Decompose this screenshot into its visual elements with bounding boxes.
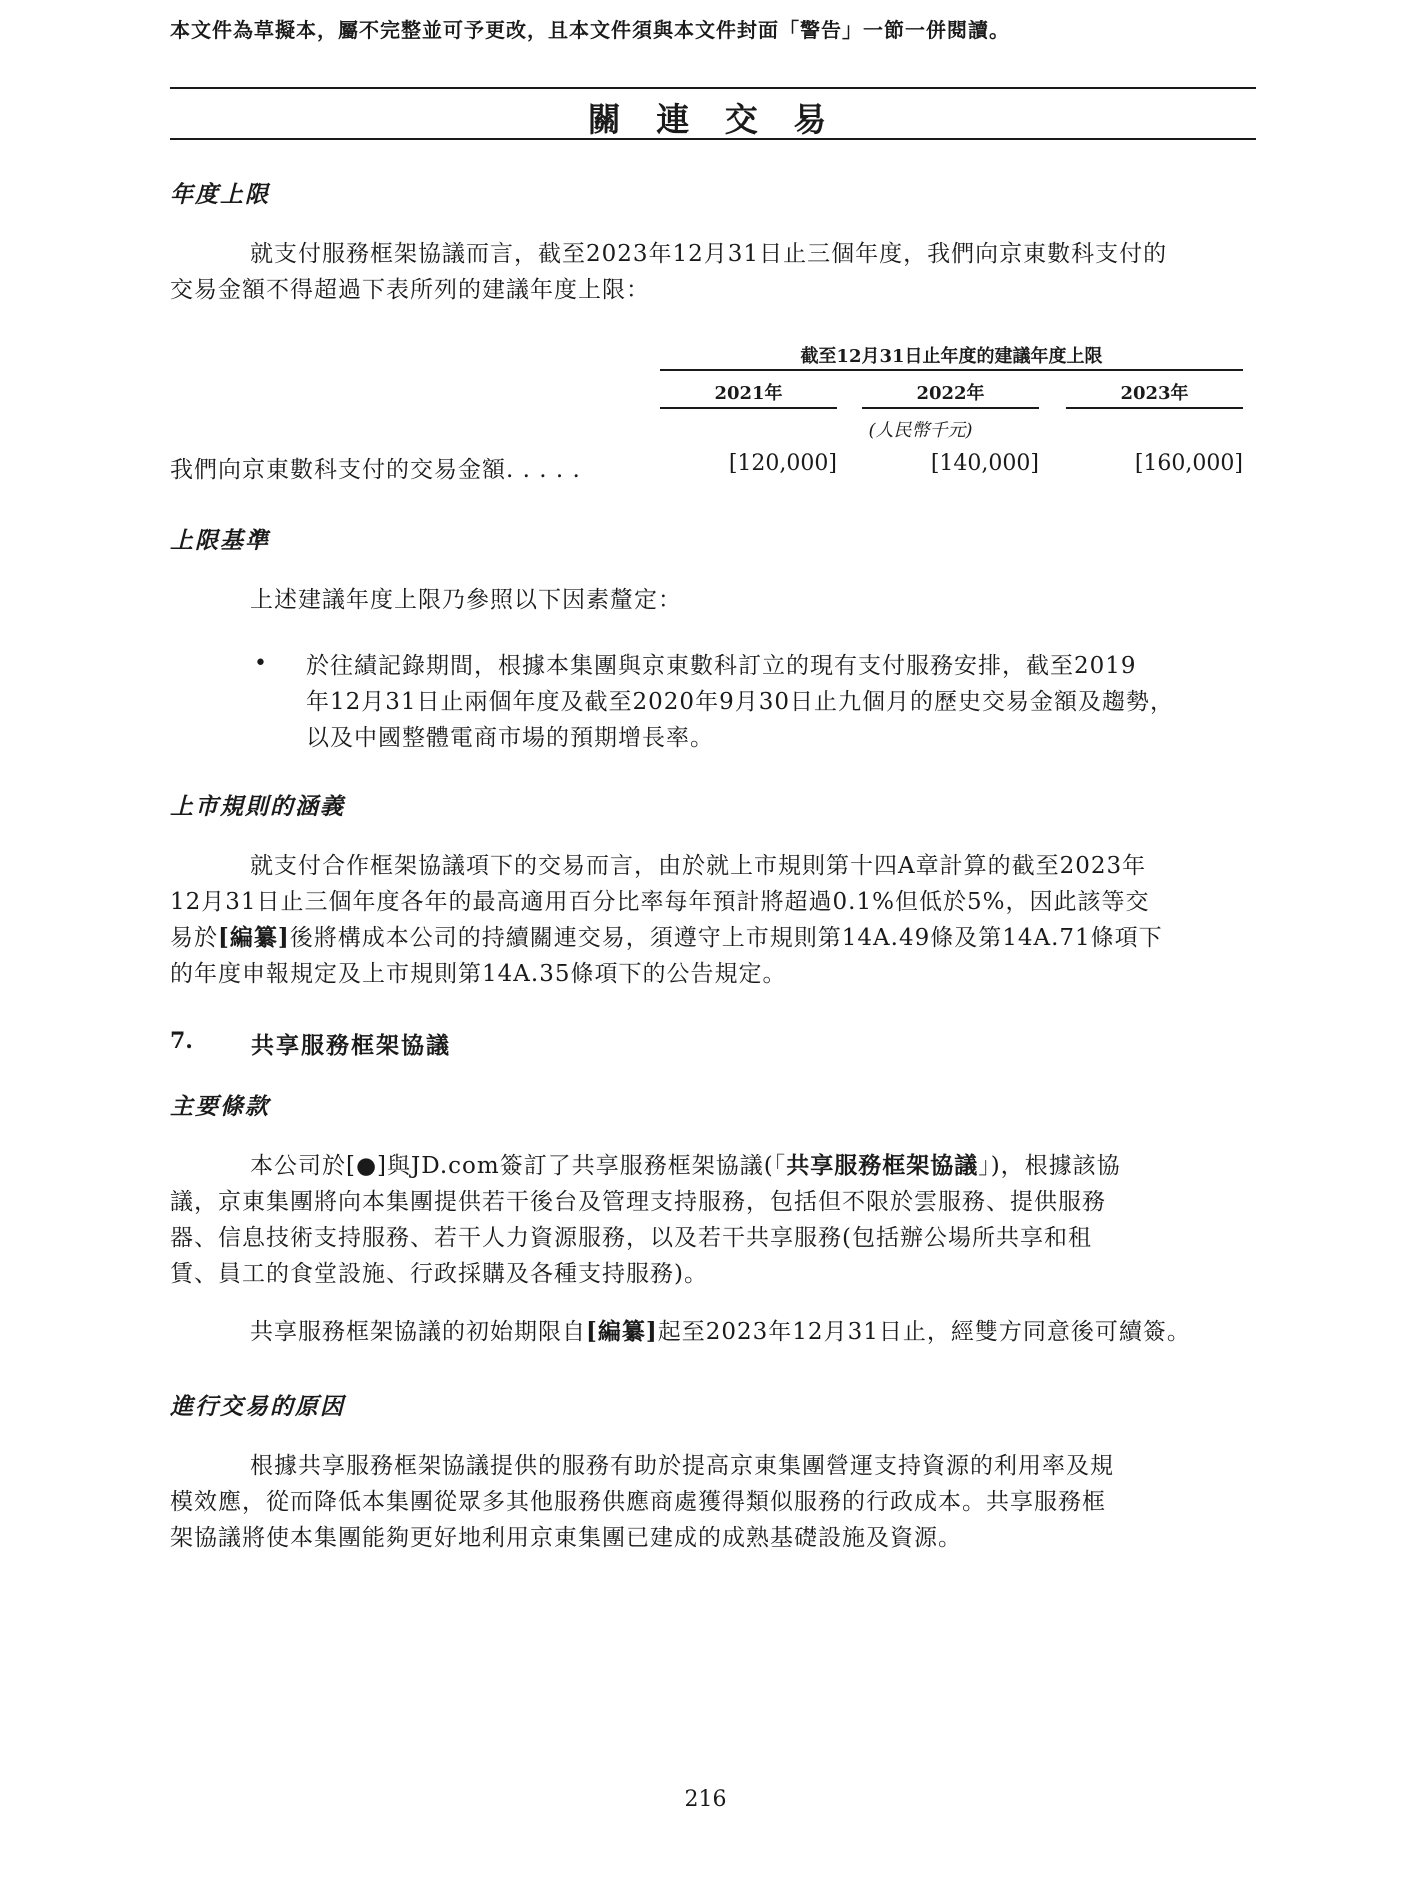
caps-value-2021: [120,000] (728, 451, 837, 476)
cap-basis-heading: 上限基準 (170, 527, 270, 554)
main-terms-heading: 主要條款 (170, 1093, 270, 1120)
redacted-marker: [編纂] (586, 1318, 658, 1345)
year-rule (1066, 407, 1243, 409)
reasons-line: 根據共享服務框架協議提供的服務有助於提高京東集團營運支持資源的利用率及規 (250, 1453, 1114, 1479)
caps-table-unit: (人民幣千元) (868, 420, 973, 441)
annual-caps-heading: 年度上限 (170, 181, 270, 208)
term-line-text: 共享服務框架協議的初始期限自 (250, 1319, 586, 1345)
cap-basis-bullet (306, 648, 1256, 756)
listing-line: 的年度申報規定及上市規則第14A.35條項下的公告規定。 (170, 961, 787, 987)
listing-line-text: 易於 (170, 925, 218, 951)
reasons-paragraph (170, 1448, 1256, 1556)
terms-line: 器、信息技術支持服務、若干人力資源服務，以及若干共享服務(包括辦公場所共享和租 (170, 1225, 1092, 1251)
listing-rules-heading: 上市規則的涵義 (170, 793, 345, 820)
main-terms-paragraph (170, 1148, 1256, 1292)
term-line (170, 1314, 1256, 1350)
terms-line-text: 」)，根據該協 (978, 1153, 1121, 1179)
title-bottom-rule (170, 138, 1256, 140)
title-top-rule (170, 87, 1256, 89)
terms-line (170, 1148, 1256, 1184)
bullet-line: 以及中國整體電商市場的預期增長率。 (306, 725, 714, 751)
redacted-marker: [編纂] (218, 924, 290, 951)
cap-basis-intro (170, 582, 1256, 618)
year-rule (862, 407, 1039, 409)
cap-basis-intro-line: 上述建議年度上限乃參照以下因素釐定： (250, 587, 682, 613)
section-number: 7. (170, 1028, 193, 1054)
term-line-text: 起至2023年12月31日止，經雙方同意後可續簽。 (657, 1319, 1191, 1345)
listing-line-text: 後將構成本公司的持續關連交易，須遵守上市規則第14A.49條及第14A.71條項下 (289, 925, 1163, 951)
listing-line: 就支付合作框架協議項下的交易而言，由於就上市規則第十四A章計算的截至2023年 (250, 853, 1147, 879)
year-rule (660, 407, 837, 409)
bullet-line: 於往績記錄期間，根據本集團與京東數科訂立的現有支付服務安排，截至2019 (306, 653, 1137, 679)
caps-value-2022: [140,000] (930, 451, 1039, 476)
caps-table-caption: 截至12月31日止年度的建議年度上限 (800, 346, 1103, 367)
listing-line: 12月31日止三個年度各年的最高適用百分比率每年預計將超過0.1%但低於5%，因此該等交 (170, 889, 1150, 915)
caps-table-caption-rule (660, 369, 1243, 371)
terms-line-text: 本公司於[●]與JD.com簽訂了共享服務框架協議(「 (250, 1153, 787, 1179)
bullet-line: 年12月31日止兩個年度及截至2020年9月30日止九個月的歷史交易金額及趨勢， (306, 689, 1174, 715)
caps-year-2022: 2022年 (916, 383, 985, 404)
reasons-line: 架協議將使本集團能夠更好地利用京東集團已建成的成熟基礎設施及資源。 (170, 1525, 962, 1551)
terms-line: 議，京東集團將向本集團提供若干後台及管理支持服務，包括但不限於雲服務、提供服務 (170, 1189, 1106, 1215)
intro-line: 就支付服務框架協議而言，截至2023年12月31日止三個年度，我們向京東數科支付的 (250, 241, 1168, 267)
caps-year-2023: 2023年 (1120, 383, 1189, 404)
caps-year-2021: 2021年 (714, 383, 783, 404)
page-number: 216 (684, 1787, 727, 1812)
reasons-line: 模效應，從而降低本集團從眾多其他服務供應商處獲得類似服務的行政成本。共享服務框 (170, 1489, 1106, 1515)
draft-disclaimer: 本文件為草擬本，屬不完整並可予更改，且本文件須與本文件封面「警告」一節一併閱讀。 (170, 18, 1010, 42)
terms-line: 賃、員工的食堂設施、行政採購及各種支持服務)。 (170, 1261, 708, 1287)
annual-caps-intro (170, 236, 1256, 308)
section-title: 共享服務框架協議 (251, 1032, 451, 1059)
listing-rules-paragraph (170, 848, 1256, 992)
reasons-heading: 進行交易的原因 (170, 1393, 345, 1420)
caps-row-label: 我們向京東數科支付的交易金額. . . . . (170, 457, 581, 483)
term-paragraph (170, 1314, 1256, 1350)
intro-line: 交易金額不得超過下表所列的建議年度上限： (170, 277, 650, 303)
listing-line (170, 920, 1256, 956)
page-title: 關 連 交 易 (587, 100, 839, 139)
caps-value-2023: [160,000] (1134, 451, 1243, 476)
defined-term: 共享服務框架協議 (786, 1152, 979, 1179)
bullet-marker: • (254, 651, 267, 676)
